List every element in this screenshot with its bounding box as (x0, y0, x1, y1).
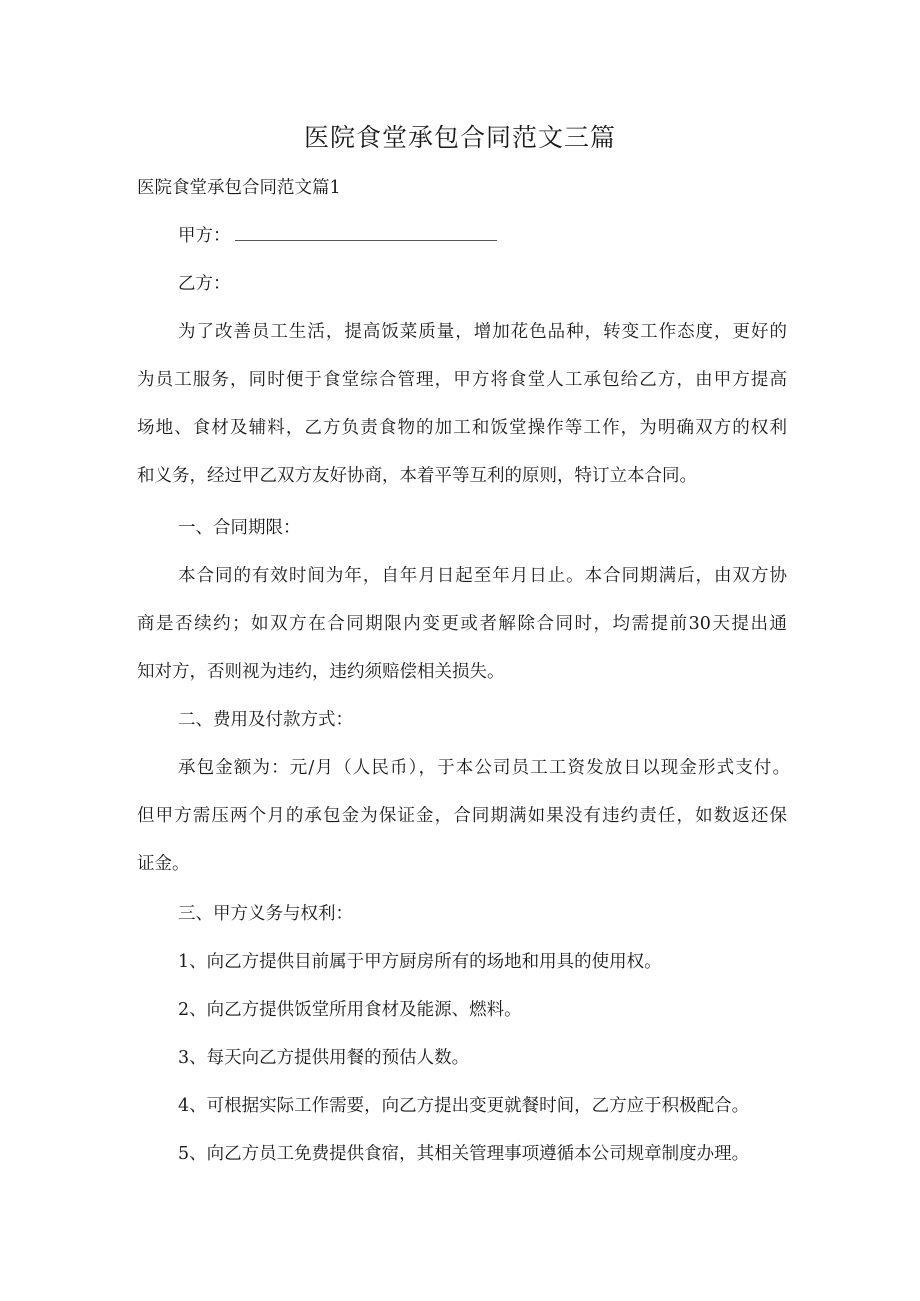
party-b-label: 乙方： (178, 274, 231, 294)
section3-item-3: 3、每天向乙方提供用餐的预估人数。 (178, 1048, 470, 1068)
party-a-label: 甲方： (178, 226, 231, 246)
section1-line-3: 知对方，否则视为违约，违约须赔偿相关损失。 (137, 662, 505, 682)
section3-item-5: 5、向乙方员工免费提供食宿，其相关管理事项遵循本公司规章制度办理。 (178, 1144, 750, 1164)
section1-heading: 一、合同期限： (178, 518, 301, 538)
document-title: 医院食堂承包合同范文三篇 (303, 123, 616, 152)
intro-line-3: 场地、食材及辅料，乙方负责食物的加工和饭堂操作等工作，为明确双方的权利 (137, 418, 787, 438)
party-a-line (178, 224, 828, 248)
intro-line-2: 为员工服务，同时便于食堂综合管理，甲方将食堂人工承包给乙方，由甲方提高 (137, 370, 787, 390)
section2-line-1: 承包金额为：元/月（人民币），于本公司员工工资发放日以现金形式支付。 (178, 758, 790, 778)
section3-item-2: 2、向乙方提供饭堂所用食材及能源、燃料。 (178, 1000, 522, 1020)
section2-heading: 二、费用及付款方式： (178, 710, 353, 730)
intro-line-1: 为了改善员工生活，提高饭菜质量，增加花色品种，转变工作态度，更好的 (178, 322, 787, 342)
intro-line-4: 和义务，经过甲乙双方友好协商，本着平等互利的原则，特订立本合同。 (137, 466, 697, 486)
section3-item-4: 4、可根据实际工作需要，向乙方提出变更就餐时间，乙方应于积极配合。 (178, 1096, 750, 1116)
section2-line-2: 但甲方需压两个月的承包金为保证金，合同期满如果没有违约责任，如数返还保 (137, 806, 787, 826)
party-a-blank (235, 226, 497, 241)
section3-heading: 三、甲方义务与权利： (178, 904, 353, 924)
section2-line-3: 证金。 (137, 854, 190, 874)
section1-line-1: 本合同的有效时间为年，自年月日起至年月日止。本合同期满后，由双方协 (178, 566, 787, 586)
section1-line-2: 商是否续约；如双方在合同期限内变更或者解除合同时，均需提前30天提出通 (137, 614, 787, 634)
section3-item-1: 1、向乙方提供目前属于甲方厨房所有的场地和用具的使用权。 (178, 952, 662, 972)
document-subtitle: 医院食堂承包合同范文篇1 (137, 178, 341, 198)
